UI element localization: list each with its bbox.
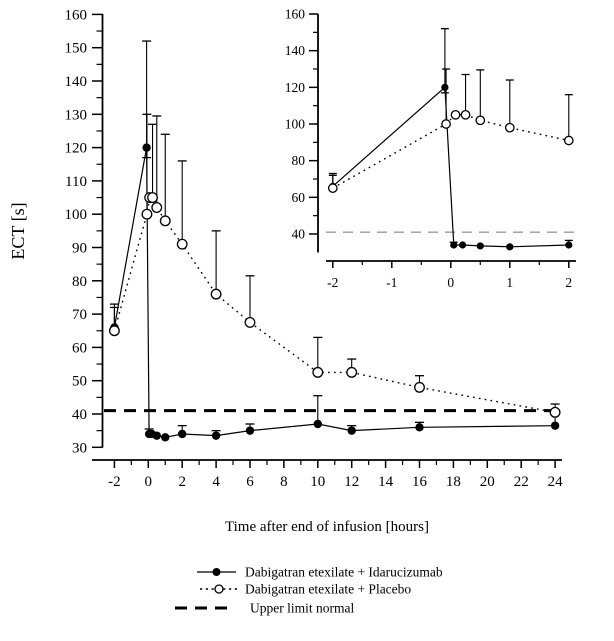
main-plot: [65, 7, 564, 490]
main-y-tick-label: 130: [64, 107, 87, 124]
inset-x-tick-label: 1: [506, 275, 514, 290]
data-point-open-circle: [329, 184, 337, 192]
data-point-filled-circle: [161, 433, 169, 441]
main-y-tick-label: 100: [64, 207, 87, 224]
main-series-idarucizumab: [110, 41, 560, 441]
main-y-tick-label: 40: [72, 407, 87, 423]
data-point-open-circle: [451, 111, 459, 119]
legend-item-2: [175, 601, 354, 616]
data-point-filled-circle: [459, 241, 466, 248]
main-x-tick-label: -2: [108, 474, 121, 490]
data-point-open-circle: [110, 326, 120, 336]
y-axis-title: ECT [s]: [8, 202, 28, 260]
inset-x-tick-label: -1: [386, 275, 398, 290]
main-x-tick-label: 12: [344, 474, 360, 490]
data-point-filled-circle: [551, 421, 559, 429]
inset-series-placebo: [329, 69, 573, 192]
data-point-filled-circle: [348, 426, 356, 434]
main-x-tick-label: 10: [310, 474, 326, 490]
main-y-tick-label: 70: [72, 307, 87, 324]
main-y-tick-label: 50: [72, 373, 87, 390]
inset-y-tick-label: 120: [284, 79, 305, 95]
main-y-tick-label: 160: [64, 7, 87, 24]
main-x-tick-label: 24: [547, 474, 563, 490]
main-x-tick-label: 14: [378, 474, 394, 490]
inset-x-tick-label: 2: [565, 275, 573, 290]
data-point-filled-circle: [153, 431, 161, 439]
inset-x-tick-label: -2: [327, 275, 339, 290]
main-y-tick-label: 60: [72, 340, 87, 357]
data-point-filled-circle: [246, 426, 254, 434]
main-y-tick-label: 90: [72, 240, 87, 257]
data-point-filled-circle: [178, 430, 186, 438]
data-point-filled-circle: [450, 241, 457, 248]
inset-y-tick-label: 140: [284, 43, 305, 59]
data-point-filled-circle: [212, 431, 220, 439]
legend-item-1: [200, 582, 411, 597]
inset-x-tick-label: 0: [447, 275, 455, 290]
inset-y-tick-label: 160: [284, 6, 305, 22]
legend: [175, 565, 443, 616]
legend-open-circle-icon: [215, 585, 223, 593]
main-x-tick-label: 8: [280, 474, 288, 490]
data-point-open-circle: [565, 136, 573, 144]
main-y-tick-label: 140: [64, 74, 87, 90]
legend-label: Dabigatran etexilate + Idarucizumab: [245, 564, 443, 580]
main-y-tick-label: 150: [64, 40, 87, 57]
x-axis-title: Time after end of infusion [hours]: [225, 519, 429, 535]
data-point-open-circle: [177, 239, 187, 249]
legend-label: Upper limit normal: [250, 600, 355, 616]
main-y-tick-label: 30: [72, 440, 87, 457]
data-point-filled-circle: [477, 242, 484, 249]
data-point-open-circle: [415, 383, 425, 393]
main-x-tick-label: 4: [212, 474, 220, 490]
legend-filled-circle-icon: [213, 568, 221, 576]
data-point-open-circle: [476, 116, 484, 124]
inset-y-tick-label: 100: [284, 116, 305, 132]
data-point-open-circle: [211, 289, 221, 299]
data-point-filled-circle: [415, 423, 423, 431]
data-point-open-circle: [142, 209, 152, 219]
data-point-open-circle: [347, 368, 357, 378]
data-point-open-circle: [506, 123, 514, 131]
data-point-open-circle: [245, 318, 255, 328]
main-x-tick-label: 22: [513, 474, 529, 490]
main-x-tick-label: 18: [445, 474, 461, 490]
data-point-open-circle: [461, 111, 469, 119]
legend-label: Dabigatran etexilate + Placebo: [245, 581, 412, 597]
data-point-filled-circle: [441, 84, 448, 91]
data-point-filled-circle: [565, 241, 572, 248]
data-point-open-circle: [442, 120, 450, 128]
inset-line-idarucizumab: [333, 87, 569, 247]
inset-y-tick-label: 80: [291, 153, 305, 169]
data-point-open-circle: [148, 193, 158, 203]
data-point-open-circle: [152, 203, 162, 213]
main-x-tick-label: 16: [412, 474, 427, 490]
main-x-tick-label: 6: [246, 474, 254, 490]
data-point-filled-circle: [506, 243, 513, 250]
main-x-tick-label: 20: [479, 474, 495, 490]
inset-y-tick-label: 40: [291, 226, 305, 242]
data-point-open-circle: [313, 368, 323, 378]
inset-line-placebo: [333, 115, 569, 188]
inset-plot: [285, 7, 576, 290]
main-y-tick-label: 110: [65, 173, 87, 190]
main-y-tick-label: 80: [72, 273, 87, 290]
data-point-open-circle: [550, 408, 560, 418]
main-series-placebo: [110, 114, 560, 417]
main-line-placebo: [114, 198, 555, 413]
main-y-tick-label: 120: [64, 140, 87, 157]
inset-series-idarucizumab: [329, 29, 573, 251]
legend-item-0: [197, 565, 443, 580]
main-x-tick-label: 0: [144, 474, 153, 490]
data-point-open-circle: [160, 216, 170, 226]
main-x-tick-label: 2: [178, 474, 186, 490]
data-point-filled-circle: [314, 420, 322, 428]
inset-y-tick-label: 60: [291, 189, 305, 205]
